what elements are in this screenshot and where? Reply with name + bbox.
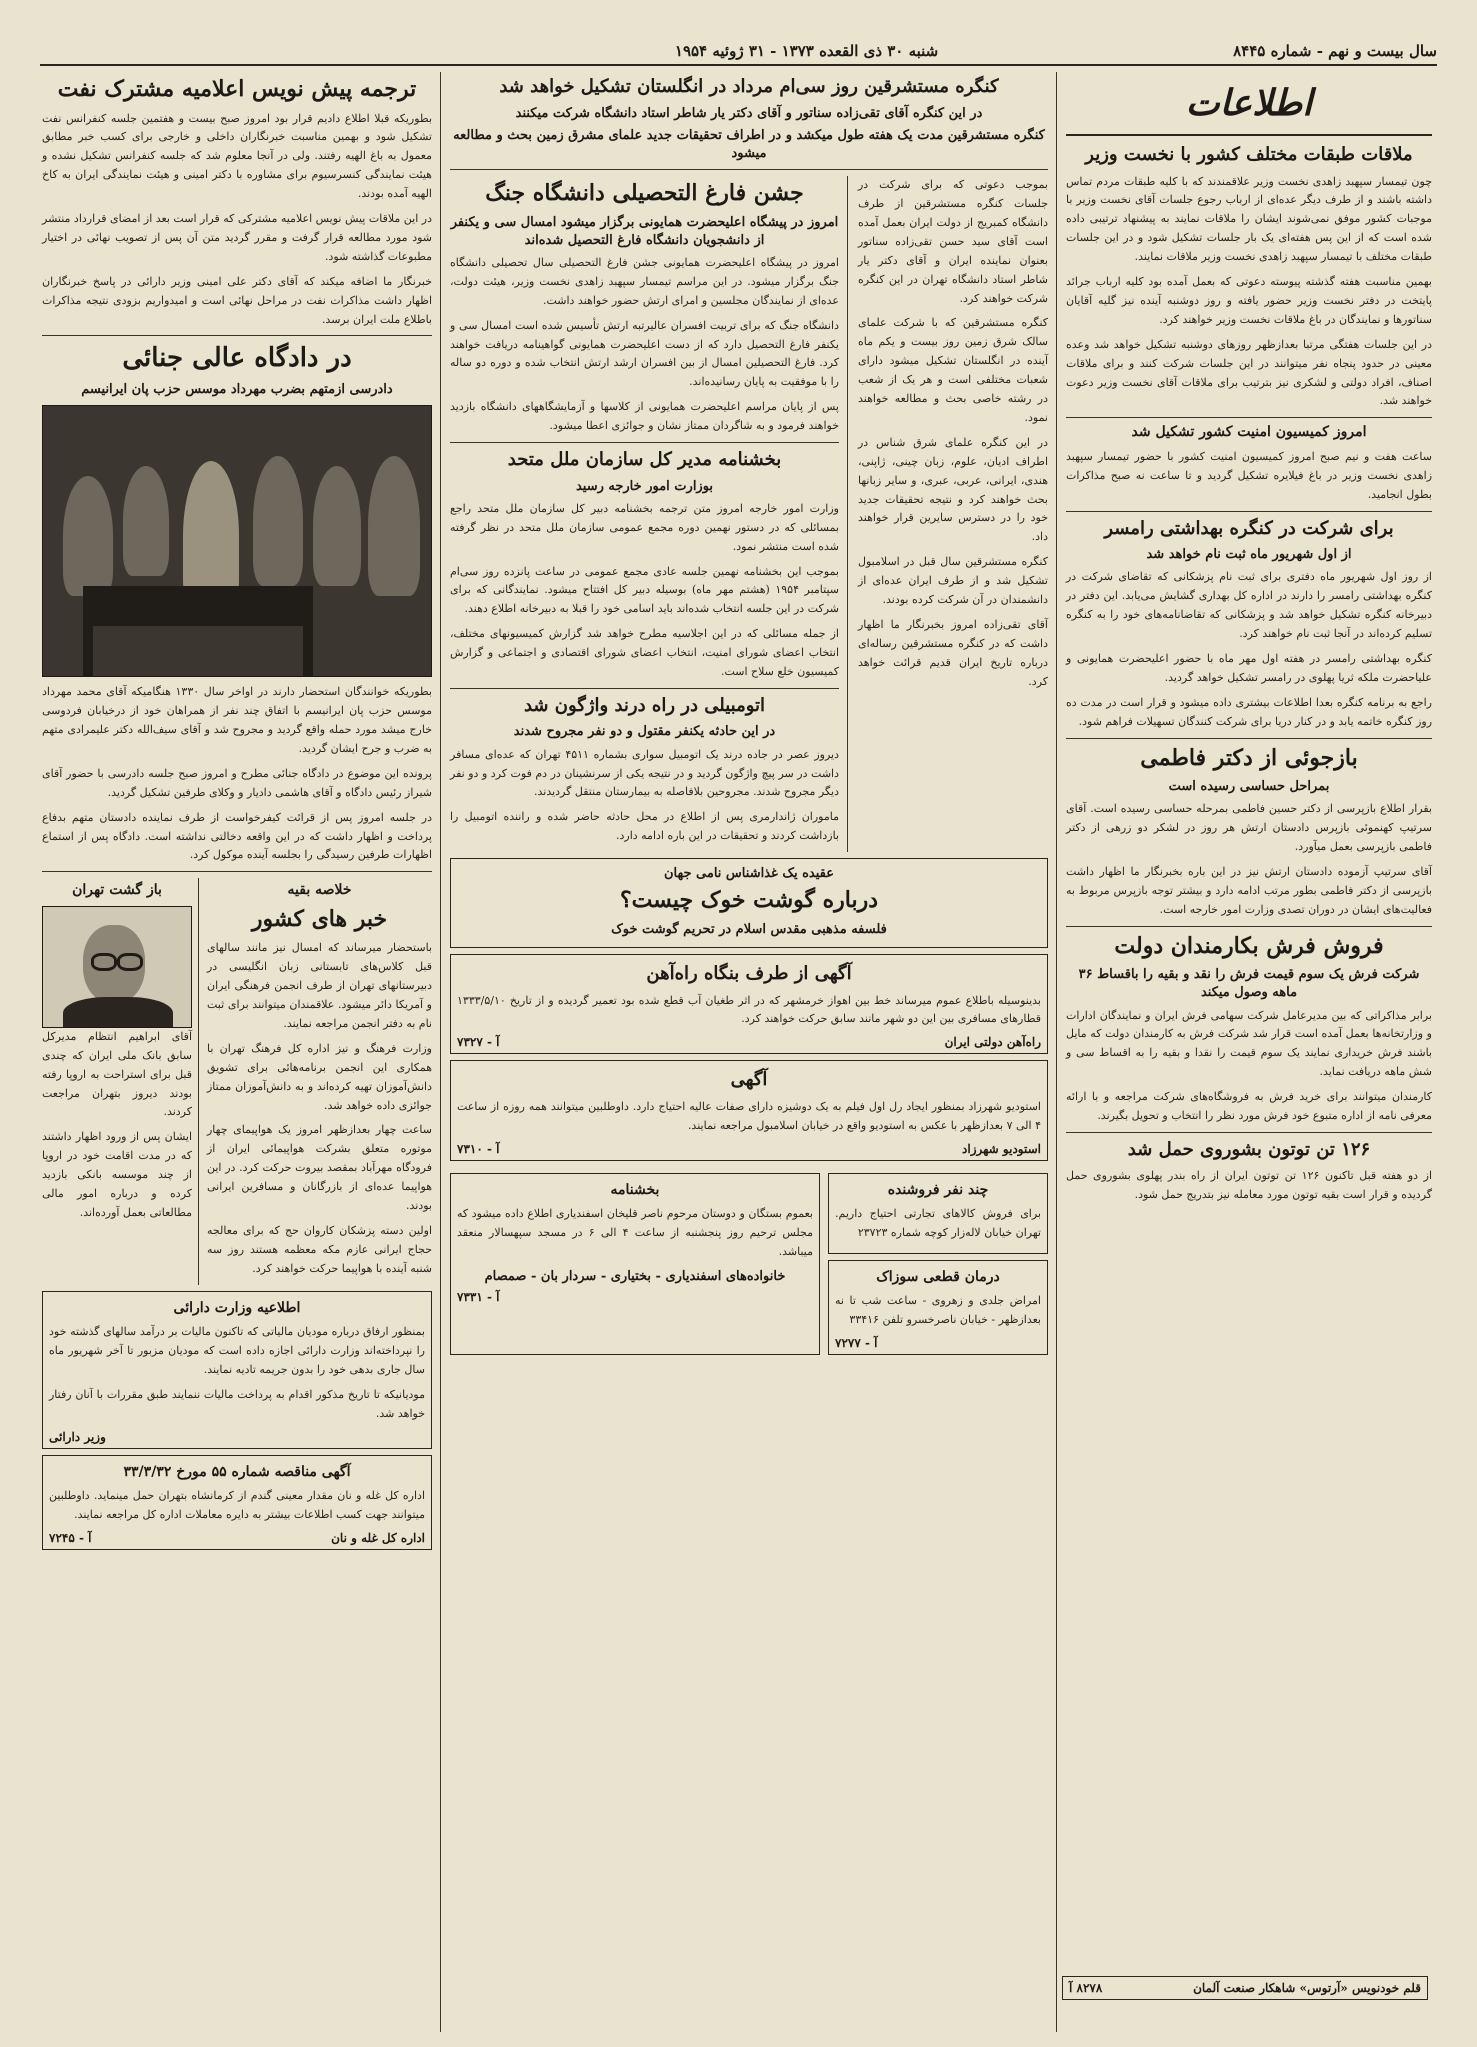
headline: فروش فرش بکارمندان دولت [1114,932,1384,959]
subheadline: دادرسی ازمتهم بضرب مهرداد موسس حزب پان ایرانیسم [81,381,393,397]
subheadline: بمراحل حساسی رسیده است [1168,779,1330,795]
pen-advert: قلم خودنویس «آرتوس» شاهکار صنعت آلمان ۸۲۷۸ آ [1062,1976,1428,2000]
tender-notice: آگهی مناقصه شماره ۵۵ مورخ ۳۳/۳/۳۲ اداره کل غله و نان مقدار معینی گندم از کرمانشاه بتهران حمل مینماید. داوطلبین میتوانند جهت کسب اطلاعات بیشتر به دایره معاملات اداره کل مراجعه نمایند. اداره کل غله و نان آ - ۷۲۴۵ [42,1455,432,1550]
article-text: بقرار اطلاع بازپرسی از دکتر حسین فاطمی بمرحله حساسی رسیده است. آقای سرتیپ کهنموئی بازپرس دادستان ارتش هر روز در لشکر دو زرهی از دکتر فاطمی بازپرسی بعمل میآورد. [1066,802,1432,854]
headline: اتومبیلی در راه درند واژگون شد [523,694,766,716]
article-text: از روز اول شهریور ماه دفتری برای ثبت نام پزشکانی که تقاضای شرکت در کنگره بهداشتی رامسر را دارند در اداره کل بهداری گشایش می‌یابد. این دفتر در دبیرخانه کنگره تشکیل خواهد شد و پزشکانی که تقاضانامه‌های خود را به کنگره تسلیم کرده‌اند در آنجا ثبت نام خواهند کرد. [1066,570,1432,640]
column-rule [440,72,441,2032]
headline: ملاقات طبقات مختلف کشور با نخست وزیر [1085,144,1413,165]
article-text: از دو هفته قبل تاکنون ۱۲۶ تن توتون ایران از راه بندر پهلوی بشوروی حمل گردیده و قرار است بقیه توتون مورد معامله نیز بتدریج حمل شود. [1066,1169,1432,1202]
headline: خلاصه بقیه [287,882,352,899]
article-text: ایشان پس از ورود اظهار داشتند که در مدت اقامت خود در اروپا از چند موسسه بانکی بازدید کرده و درباره امور مالی مطالعاتی بعمل آورده‌اند. [42,1130,192,1219]
article-text: امروز در پیشگاه اعلیحضرت همایونی جشن فارغ التحصیلی سال تحصیلی دانشگاه جنگ برگزار میشود. در این مراسم تیمسار سپهبد زاهدی نخست وزیر، هیئت دولت، عده‌ای از نمایندگان مجلسین و امرای ارتش حضور خواهند داشت. [450,255,839,307]
article-text: بموجب این بخشنامه نهمین جلسه عادی مجمع عمومی در ساعت پانزده روز سی‌ام سپتامبر ۱۹۵۴ (هشتم مهر ماه) بوسیله دبیر کل افتتاح میشود. نمایندگانی که برای شرکت در این جلسه انتخاب شده‌اند باید اسامی خود را قبلا به دبیرخانه اطلاع دهند. [450,564,839,616]
salesman-ad: چند نفر فروشنده برای فروش کالاهای تجارتی احتیاج داریم. تهران خیابان لاله‌زار کوچه شماره ۲۳۷۲۳ [828,1173,1048,1254]
studio-notice: آگهی استودیو شهرزاد بمنظور ایجاد رل اول فیلم به یک دوشیزه دارای صفات عالیه احتیاج دارد. داوطلبین میتوانند همه روزه از ساعت ۴ الی ۷ بعدازظهر با عکس به استودیو واقع در خیابان اسلامبول مراجعه نمایند. استودیو شهرزاد آ - ۷۳۱۰ [450,1060,1048,1160]
article-text: از جمله مسائلی که در این اجلاسیه مطرح خواهد شد گزارش کمیسیونهای مختلف، انتخاب اعضای شورای امنیت، انتخاب اعضای شورای اقتصادی و اجتماعی و گزارش کمیسیون خلع سلاح است. [450,627,839,679]
article-text: ساعت هفت و نیم صبح امروز کمیسیون امنیت کشور با حضور تیمسار سپهبد زاهدی نخست وزیر در باغ فیلایره تشکیل گردید و تا ساعت نه صبح مذاکرات بطول انجامید. [1066,449,1432,501]
railway-notice: آگهی از طرف بنگاه راه‌آهن بدینوسیله باطلاع عموم میرساند خط بین اهواز خرمشهر که در اثر طغیان آب قطع شده بود تعمیر گردیده و از تاریخ ۱۳۳۳/۵/۱۰ قطارهای مسافری بین این دو شهر مانند سابق حرکت خواهند کرد. راه‌آهن دولتی ایران آ - ۷۳۲۷ [450,954,1048,1054]
masthead [40,38,1437,66]
article-text: پرونده این موضوع در دادگاه جنائی مطرح و امروز صبح جلسه دادرسی با حضور آقای شیراز رئیس دادگاه و آقای هاشمی دادیار و وکلای طرفین تشکیل گردید. [42,766,432,799]
headline: بازجوئی از دکتر فاطمی [1140,744,1358,771]
clinic-ad: درمان قطعی سوزاک امراض جلدی و زهروی - ساعت شب تا نه بعدازظهر - خیابان ناصرخسرو تلفن ۳۳۴۱۶ آ - ۷۲۷۷ [828,1260,1048,1355]
finance-notice: اطلاعیه وزارت دارائی بمنظور ارفاق درباره مودیان مالیاتی که تاکنون مالیات بر درآمد سالهای گذشته خود را نپرداخته‌اند وزارت دارائی اجازه داده است که مودیان مزبور تا آخر شهریور ماه سال جاری بدهی خود را بدون جریمه تادیه نمایند. مودیانیکه تا تاریخ مذکور اقدام به پرداخت مالیات ننمایند طبق مقررات با آنان رفتار خواهد شد. وزیر دارائی [42,1291,432,1449]
article-text: پس از پایان مراسم اعلیحضرت همایونی از کلاسها و آزمایشگاههای دانشگاه بازدید خواهند فرمود و به شاگردان ممتاز نشان و جوائزی اعطا میشود. [450,400,839,433]
memorial-notice: بخشنامه بعموم بستگان و دوستان مرحوم ناصر قلیخان اسفندیاری اطلاع داده میشود که مجلس ترحیم روز پنجشنبه از ساعت ۴ الی ۶ در مسجد سپهسالار منعقد میباشد. خانواده‌های اسفندیاری - بختیاری - سردار بان - صمصام آ - ۷۳۳۱ [450,1173,820,1356]
column-right [1060,72,1438,2032]
subheadline: در این حادثه یکنفر مقتول و دو نفر مجروح شدند [513,724,776,740]
courtroom-photo [42,405,432,677]
subheadline: از اول شهریور ماه ثبت نام خواهد شد [1146,547,1352,563]
headline: بخشنامه مدیر کل سازمان ملل متحد [507,449,782,471]
article-text: آقای ابراهیم انتظام مدیرکل سابق بانک ملی ایران که چندی قبل برای استراحت به اروپا رفته بودند دیروز بتهران مراجعت کردند. [42,1029,192,1119]
article-text: کنگره مستشرقین سال قبل در اسلامبول تشکیل شد و از طرف ایران عده‌ای از دانشمندان در آن شرکت کرده بودند. [858,555,1048,607]
article-text: ساعت چهار بعدازظهر امروز یک هواپیمای چهار موتوره متعلق بشرکت هواپیمائی ایران از فرودگاه مهرآباد بمقصد بیروت حرکت کرد. در این هواپیما عده‌ای از بازرگانان و مسافرین ایرانی بودند. [207,1123,432,1213]
headline: ترجمه پیش نویس اعلامیه مشترک نفت [57,76,417,102]
article-text: وزارت فرهنگ و نیز اداره کل فرهنگ تهران با همکاری این انجمن برنامه‌هائی برای تشویق دانش‌آموزان تهیه کرده‌اند و به دانش‌آموزان ممتاز جوائزی داده خواهد شد. [207,1041,432,1112]
article-text: باستحضار میرساند که امسال نیز مانند سالهای قبل کلاس‌های تابستانی زبان انگلیسی در دبیرستانهای تهران از طرف انجمن فرهنگی ایران و آمریکا دائر میشود. علاقمندان میتوانند برای ثبت نام به دفتر انجمن مراجعه نمایند. [207,941,432,1030]
issue-number: سال بیست و نهم - شماره ۸۴۴۵ [1233,42,1437,60]
article-text: برابر مذاکراتی که بین مدیرعامل شرکت سهامی فرش ایران و نمایندگان ادارات و وزارتخانه‌ها بعمل آمده است قرار شد شرکت فرش به کارمندان دولت که مایل باشند فرش خریداری نمایند یک سوم قیمت را نقدا و بقیه را به اقساط سی و شش ماهه دریافت نماید. [1066,1008,1432,1079]
headline: خبر های کشور [251,905,388,932]
article-text: بهمین مناسبت هفته گذشته پیوسته دعوتی که بعمل آمده بود کلیه ارباب جرائد پایتخت در دفتر نخست وزیر حضور یافته و روز دوشنبه آینده نیز گلیه آقایان سناتورها و نمایندگان در باغ ملاقات نخست وزیر خواهند کرد. [1066,275,1432,326]
subheadline: بوزارت امور خارجه رسید [575,478,714,494]
headline: ۱۲۶ تن توتون بشوروی حمل شد [1127,1138,1371,1160]
article-text: اولین دسته پزشکان کاروان حج که برای معالجه حجاج ایرانی عازم مکه معظمه هستند روز سه شنبه آینده با هواپیما حرکت خواهند کرد. [207,1224,432,1275]
headline: برای شرکت در کنگره بهداشتی رامسر [1104,517,1394,539]
article-text: در این جلسات هفتگی مرتبا بعدازظهر روزهای دوشنبه تشکیل خواهد شد وعده معینی در حدود پنجاه نفر میتوانند در این جلسات شرکت کنند و برای ملاقات اصناف، افراد دولتی و لشکری نیز بترتیب برای ملاقات آقای نخست وزیر دعوت خواهند شد. [1066,337,1432,408]
article-text: کنگره مستشرقین که با شرکت علمای سالک شرق زمین روز بیست و یکم ماه آینده در انگلستان تشکیل میشود دارای شعبات مختلفی است و هر یک از شعب در رشته خاصی بحث و مطالعه خواهند نمود. [858,316,1048,424]
article-text: ماموران ژاندارمری پس از اطلاع در محل حادثه حاضر شده و راننده اتومبیل را بازداشت کردند و تحقیقات در این باره ادامه دارد. [450,810,839,843]
article-text: بموجب دعوتی که برای شرکت در جلسات کنگره مستشرقین از طرف دانشگاه کمبریج از دولت ایران بعمل آمده است آقای سید حسن تقی‌زاده سناتور بعنوان نماینده ایران و آقای دکتر یار شاطر استاد دانشگاه تهران در این کنگره شرکت خواهند کرد. [858,178,1048,305]
article-text: آقای تقی‌زاده امروز بخبرنگار ما اظهار داشت که در کنگره مستشرقین رساله‌ای درباره تاریخ ایران قدیم قرائت خواهد کرد. [858,618,1048,688]
headline: جشن فارغ التحصیلی دانشگاه جنگ [485,180,804,207]
pork-article-box: عقیده یک غذاشناس نامی جهان درباره گوشت خوک چیست؟ فلسفه مذهبی مقدس اسلام در تحریم گوشت خوک [450,858,1048,948]
article-text: در این ملاقات پیش نویس اعلامیه مشترکی که قرار است بعد از امضای قرارداد منتشر شود مورد مطالعه قرار گرفت و مقرر گردید متن آن پس از تصویب نهائی در اختیار مطبوعات گذاشته شود. [42,212,432,263]
article-text: راجع به برنامه کنگره بعدا اطلاعات بیشتری داده میشود و قرار است در مدت ده روز کنگره خاتمه یابد و در کنار دریا برای شرکت کنندگان تسهیلات فراهم شود. [1066,695,1432,728]
headline: در دادگاه عالی جنائی [122,343,352,374]
article-text: دیروز عصر در جاده درند یک اتومبیل سواری بشماره ۴۵۱۱ تهران که عده‌ای مسافر داشت در سر پیچ واژگون گردید و در نتیجه یکی از سرنشینان در دم فوت کرد و دو نفر دیگر مجروح شدند. مجروحین بلافاصله به بیمارستان منتقل گردیدند. [450,747,839,799]
column-center [444,72,1054,2032]
headline: امروز کمیسیون امنیت کشور تشکیل شد [1131,424,1367,441]
article-text: کارمندان میتوانند برای خرید فرش به فروشگاه‌های شرکت مراجعه و با ارائه معرفی نامه از اداره متبوع خود فرش مورد نظر را انتخاب و تحویل بگیرند. [1066,1090,1432,1123]
article-text: بطوریکه خوانندگان استحضار دارند در اواخر سال ۱۳۳۰ هنگامیکه آقای محمد مهرداد موسس حزب پان ایرانیسم با اتفاق چند نفر از همراهان خود از درخیابان فردوسی خارج میشد مورد حمله واقع گردید و مجروح شد و آقای سیف‌الله دکتر علیمرادی متهم به ضرب و جرح ایشان گردید. [42,685,432,755]
issue-date: شنبه ۳۰ ذی القعده ۱۳۷۳ - ۳۱ ژوئیه ۱۹۵۴ [674,42,939,60]
article-text: دانشگاه جنگ که برای تربیت افسران عالیرتبه ارتش تأسیس شده است امسال سی و یکنفر فارغ التحصیل دارد که از دست اعلیحضرت همایونی گواهینامه دریافت خواهند کرد. فارغ التحصیلین امسال از بین افسران ارشد ارتش انتخاب شده و دوره دو ساله را با موفقیت به پایان رسانیده‌اند. [450,318,839,389]
article-text: خبرنگار ما اضافه میکند که آقای دکتر علی امینی وزیر دارائی در پاسخ خبرنگاران اظهار داشت مذاکرات نفت در مراحل نهائی است و امیدواریم بزودی نتیجه مذاکرات باطلاع ملت ایران برسد. [42,274,432,326]
headline: کنگره مستشرقین روز سی‌ام مرداد در انگلستان تشکیل خواهد شد [499,76,999,97]
article-text: آقای سرتیپ آزموده دادستان ارتش نیز در این باره بخبرنگار ما اظهار داشت بازپرسی از دکتر فاطمی بطور مرتب ادامه دارد و بیشتر توجه بازپرس مربوط به فعالیت‌های ایشان در دوران تصدی وزارت امور خارجه است. [1066,864,1432,916]
subheadline: کنگره مستشرقین مدت یک هفته طول میکشد و در اطراف تحقیقات جدید علمای مشرق زمین بحث و مطالعه میشود [453,127,1045,161]
subheadline: در این کنگره آقای تقی‌زاده سناتور و آقای دکتر یار شاطر استاد دانشگاه شرکت میکنند [515,105,983,121]
headline: باز گشت تهران [72,882,162,899]
article-text: چون تیمسار سپهبد زاهدی نخست وزیر علاقمندند که با کلیه طبقات مردم تماس داشته باشند و از طرف دیگر عده‌ای از ارباب رجوع جلسات آقای نخست وزیر با موجبات کشور موفق نمی‌شوند ایشان را ملاقات نمایند به پیشنهاد ترتیبی داده شده است که از این پس هفته‌ای یک بار جلسات تشکیل شود و در این جلسات طبقات مختلف با تیمسار سپهبد زاهدی نخست وزیر ملاقات نمایند. [1066,174,1432,264]
column-left [36,72,438,2032]
portrait-photo [42,906,192,1028]
article-text: وزارت امور خارجه امروز متن ترجمه بخشنامه دبیر کل سازمان ملل متحد راجع بمسائلی که در دستور نهمین دوره مجمع عمومی سازمان ملل متحد در نظر گرفته شده است منتشر نمود. [450,501,839,553]
subheadline: امروز در پیشگاه اعلیحضرت همایونی برگزار میشود امسال سی و یکنفر از دانشجویان دانشگاه فارغ التحصیل شده‌اند [450,214,839,248]
article-text: کنگره بهداشتی رامسر در هفته اول مهر ماه با حضور اعلیحضرت همایونی و علیاحضرت ملکه ثریا پهلوی در رامسر تشکیل خواهد گردید. [1066,651,1432,684]
article-text: در این کنگره علمای شرق شناس در اطراف ادیان، علوم، زبان چینی، ژاپنی، هندی، ایرانی، عربی، عبری، و سایر زبانها بحث خواهند کرد و نتیجه تحقیقات جدید خود را در دسترس سایرین قرار خواهند داد. [858,435,1048,544]
column-rule [1056,72,1057,2032]
newspaper-logo: اطلاعات [1066,72,1432,136]
subheadline: شرکت فرش یک سوم قیمت فرش را نقد و بقیه را باقساط ۳۶ ماهه وصول میکند [1078,967,1420,1001]
article-text: بطوریکه قبلا اطلاع دادیم قرار بود امروز صبح بیست و هفتمین جلسه کنفرانس نفت تشکیل شود و بهمین مناسبت خبرنگاران داخلی و خارجی برای کسب خبر مطابق معمول به باغ الهیه رفتند. ولی در آنجا معلوم شد که جلسه کنفرانس تشکیل نشده و هیئت نمایندگی کنسرسیوم برای مشاوره با دکتر امینی و هیئت نمایندگی ایران به کاخ الهیه آمده بودند. [42,111,432,201]
article-text: در جلسه امروز پس از قرائت کیفرخواست از طرف نماینده دادستان متهم بدفاع پرداخت و اظهار داشت که در این واقعه دخالتی نداشته است. دادگاه پس از استماع اظهارات طرفین رسیدگی را بجلسه آینده موکول کرد. [42,810,432,862]
